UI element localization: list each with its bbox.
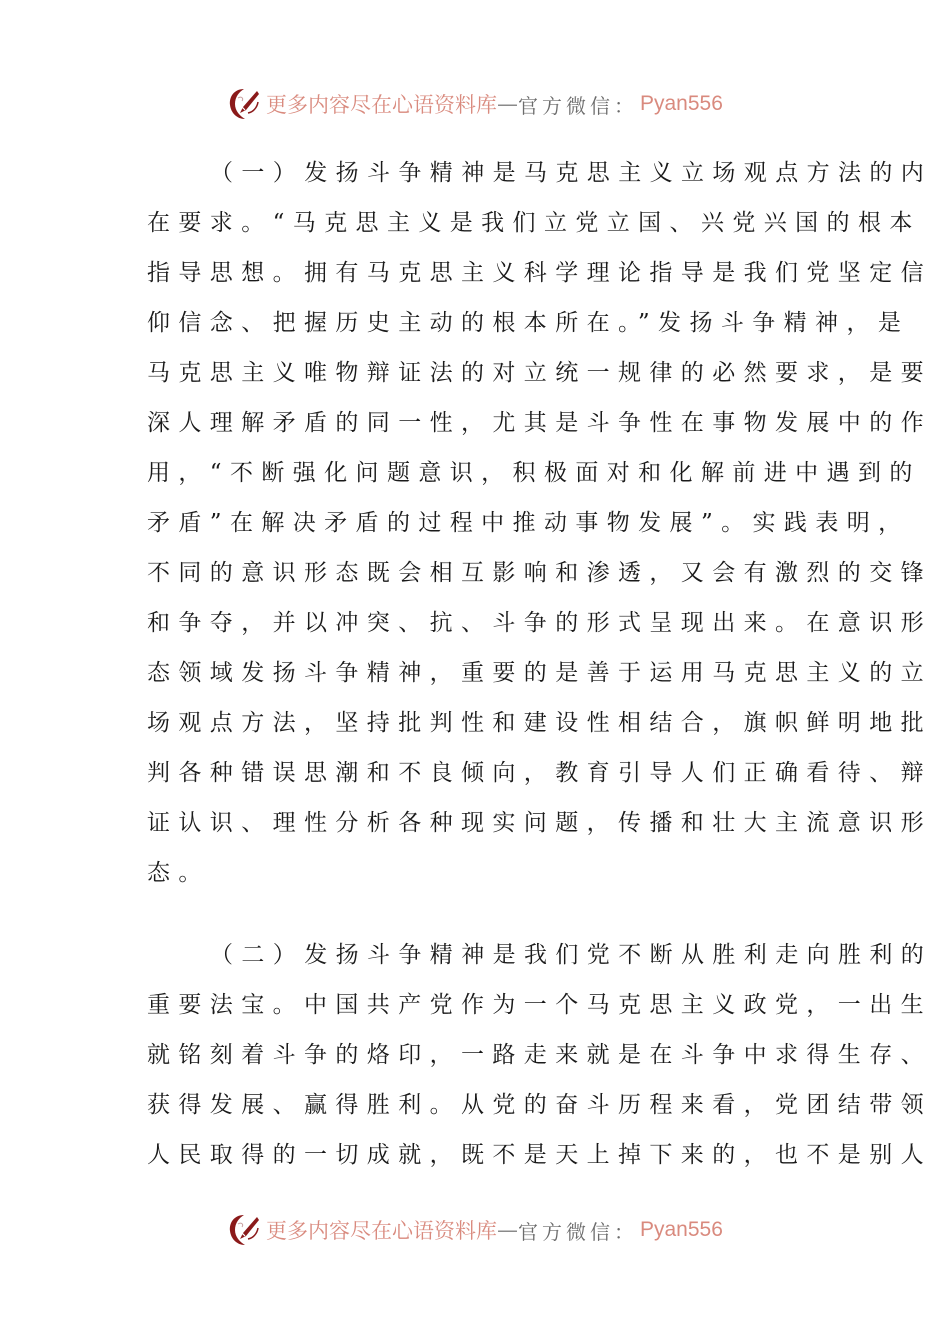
header-watermark bbox=[226, 84, 723, 124]
watermark-wechat-label: 官方微信： bbox=[518, 1219, 638, 1244]
text-line: 态领域发扬斗争精神，重要的是善于运用马克思主义的立 bbox=[147, 660, 932, 686]
text-line: 证认识、理性分析各种现实问题，传播和壮大主流意识形 bbox=[147, 810, 932, 836]
text-line: 场观点方法，坚持批判性和建设性相结合，旗帜鲜明地批 bbox=[147, 710, 932, 736]
watermark-brand-text: 更多内容尽在心语资料库 bbox=[266, 93, 497, 117]
text-line: 获得发展、赢得胜利。从党的奋斗历程来看，党团结带领 bbox=[147, 1092, 932, 1118]
quill-pen-logo-icon bbox=[226, 86, 262, 122]
text-line: 判各种错误思潮和不良倾向，教育引导人们正确看待、辩 bbox=[147, 760, 932, 786]
paragraph-spacer bbox=[147, 898, 787, 930]
text-line: （一）发扬斗争精神是马克思主义立场观点方法的内 bbox=[210, 160, 933, 186]
text-line: 就铭刻着斗争的烙印，一路走来就是在斗争中求得生存、 bbox=[147, 1042, 932, 1068]
text-line: 用，“不断强化问题意识，积极面对和化解前进中遇到的 bbox=[147, 460, 921, 486]
footer-watermark bbox=[226, 1210, 723, 1250]
text-line: （二）发扬斗争精神是我们党不断从胜利走向胜利的 bbox=[210, 942, 933, 968]
watermark-wechat-id: Pyan556 bbox=[640, 1218, 723, 1241]
text-line: 重要法宝。中国共产党作为一个马克思主义政党，一出生 bbox=[147, 992, 932, 1018]
quill-pen-logo-icon bbox=[226, 1212, 262, 1248]
watermark-dash: — bbox=[497, 1218, 518, 1242]
watermark-dash: — bbox=[497, 92, 518, 116]
text-line: 仰信念、把握历史主动的根本所在。”发扬斗争精神，是 bbox=[147, 310, 910, 336]
paragraph-2 bbox=[147, 930, 933, 1180]
text-line: 矛盾”在解决矛盾的过程中推动事物发展”。实践表明， bbox=[147, 510, 910, 536]
text-line: 指导思想。拥有马克思主义科学理论指导是我们党坚定信 bbox=[147, 260, 932, 286]
text-line: 不同的意识形态既会相互影响和渗透，又会有激烈的交锋 bbox=[147, 560, 932, 586]
watermark-wechat-id: Pyan556 bbox=[640, 92, 723, 115]
text-line: 态。 bbox=[147, 860, 210, 886]
watermark-wechat-label: 官方微信： bbox=[518, 93, 638, 118]
text-line: 深人理解矛盾的同一性，尤其是斗争性在事物发展中的作 bbox=[147, 410, 932, 436]
text-line: 马克思主义唯物辩证法的对立统一规律的必然要求，是要 bbox=[147, 360, 932, 386]
document-body bbox=[147, 148, 933, 1180]
text-line: 在要求。“马克思主义是我们立党立国、兴党兴国的根本 bbox=[147, 210, 921, 236]
watermark-brand-text: 更多内容尽在心语资料库 bbox=[266, 1219, 497, 1243]
text-line: 和争夺，并以冲突、抗、斗争的形式呈现出来。在意识形 bbox=[147, 610, 932, 636]
paragraph-1 bbox=[147, 148, 933, 898]
text-line: 人民取得的一切成就，既不是天上掉下来的，也不是别人 bbox=[147, 1142, 932, 1168]
